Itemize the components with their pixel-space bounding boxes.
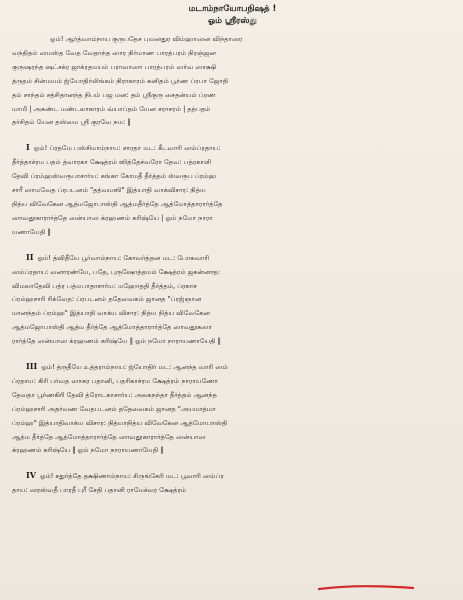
text-line: ஸம்ப்ரதாய: வனாரண்யே, பதே, புருஷோத்தமம் க்ஷேத்ரம் ஜகன்னாத: xyxy=(12,267,221,276)
text-line: ஓம்! ஆர்த்வாம்நாய குருபதேச புவனதுர விம்ஹாஸன விந்தாஸர xyxy=(50,35,243,43)
section-2 xyxy=(12,251,453,349)
text-line: தாய: ஸரஸ்வதீ பாரதீ புரீ சேதி பதானி ராமேச்வர க்ஷேத்ரம் xyxy=(12,486,187,495)
text-line: நித்ய விவேகேன ஆத்மஜோபாஸ்தி ஆத்மதீர்த்தே ஆத்மோத்தாரார்த்தே xyxy=(12,199,223,208)
section-numeral: IV xyxy=(26,470,36,481)
section-4 xyxy=(12,469,453,498)
text-line: மாமி | அகண்ட மண்டலாகாரம் வ்யாப்தம் யேன சராசரம் | தத்பதம் xyxy=(12,104,211,113)
section-numeral: II xyxy=(26,251,34,262)
text-line: தர்சிதம் யேன தஸ்மை ஸ்ரீ குரவே நம: ‖ xyxy=(12,118,131,127)
text-line: III ஓம்! த்ருதீயே உத்தராம்நாய: ஜ்யோதிர் மட: ஆனந்த வாரி ஸம் xyxy=(26,361,228,372)
intro-paragraph xyxy=(12,33,453,130)
text-line: தேவதா பூர்ணகிரி தேவி த்ரோடகாசார்ய: அலகநந்தா தீர்த்தம் ஆனந்த xyxy=(12,390,217,399)
section-3 xyxy=(12,360,453,458)
text-line: ப்ரம்ஹசாரி ரிக்வேத: ப்ரபடனம் ததேவைகம் ஜானத "ப்ரஜ்ஞான xyxy=(12,295,202,304)
text-line: ஆத்மஜோபாஸ்தி ஆத்ம தீர்த்தே ஆத்மோத்தாரார்த்தே ஸாவதூகஸா xyxy=(12,323,212,332)
text-line: க்ரஹணம் கரிஷ்யே ‖ ஓம் நமோ நாராயணாயேதி ‖ xyxy=(12,446,164,455)
text-line: IV ஓம்! சதுர்த்தே தக்ஷிணாம்நாய: சிருங்கேரி மட: பூவாரி ஸம்ப்ர xyxy=(26,470,224,481)
text-line: I ஓம்! ப்ரதமே பஸ்சிமாம்நாய: சாரதா மட: கீடவாரி ஸம்ப்ரதாய: xyxy=(26,142,221,153)
text-line: ஸாவதூகாரார்த்தே ஸன்யாஸ க்ரஹணம் கரிஷ்யே | ஓம் நமோ நாரா xyxy=(12,213,213,222)
text-line: யணாயேதி ‖ xyxy=(12,227,51,236)
text-line: தம் சாந்தம் சத்சிதானந்த நிபம் பஜ மன: தம் ஸ்ரீகுரு சைதன்யம் ப்ரண xyxy=(12,90,216,99)
text-line: ப்ரதாய: கிரி பர்வத ஸாகர பதானி, பதரிகாச்ரம க்ஷேத்ரம் நாராயணோ xyxy=(12,376,219,385)
section-numeral: III xyxy=(26,361,38,372)
section-1 xyxy=(12,141,453,239)
text-line: சாரீ ஸாமவேத ப்ரபடனம் "தத்வமஸி" இத்யாதி வாக்விசார: நித்ய xyxy=(12,186,206,195)
section-numeral: I xyxy=(26,142,30,153)
invocation-heading: ஓம் ஸ்ரீரஸ்து xyxy=(208,16,257,26)
text-line: ப்ரம்ஹசாரி அதர்வண வேதபடனம் ததேவைகம் ஜானத "அயமாத்மா xyxy=(12,404,216,413)
red-underline-mark xyxy=(317,583,415,593)
text-line: ரார்த்தே ஸன்யாஸ க்ரஹணம் கரிஷ்யே ‖ ஓம் நமோ நாராயணாயேதி ‖ xyxy=(12,337,221,346)
text-line: மானந்தம் ப்ரம்ஹ" இத்யாதி வாக்ய விசார: நித்ய நித்ய விவேகேன xyxy=(12,309,211,318)
text-line: II ஓம்! த்விதீயே பூர்வாம்நாய: கோவர்த்தன மட: போகவாரி xyxy=(26,251,210,262)
text-line: ப்ரம்ஹ" இத்யாதிவாக்ய விசார: நித்யாநித்ய விவேகேன ஆத்மோபாஸ்தி xyxy=(12,418,228,427)
document-title: மடாம்நாயோபநிஷத் ! xyxy=(188,4,277,14)
text-line: த்ருதம் சின்மயம் ஜ்யோதிர்லிங்கம் நிராகாரம் கனிதம் பூர்ண ப்ரபா ஜோதி xyxy=(12,76,229,85)
text-line: குருஷரந்த ஷட்சக்ர ஜாக்ரதமயம் பராவாஸா பாரத்பரம் ஸர்வ ஸாக்ஷி xyxy=(12,62,217,71)
text-line: வந்திதம் ஸமஸ்த வேத வேதாந்த ஸார நிர்மாண பாரத்பரம் நிரஞ்ஜன xyxy=(12,48,217,57)
text-line: ஆத்ம தீர்த்தே ஆத்மோத்தாரார்த்தே ஸாவதூகாரார்த்தே ஸன்யாஸ xyxy=(12,432,206,441)
text-line: தேவி ப்ரம்ஹஸ்வரூபாசார்ய: கங்கா கோமதீ தீர்த்தம் ஸ்வரூப ப்ரம்ஹ xyxy=(12,172,217,181)
text-line: தீர்த்தாச்ரம பதம் த்வாரகா க்ஷேத்ரம் ஸித்தேச்வரோ தேவ: பத்ரகாளி xyxy=(12,158,212,167)
text-line: விமலாதேவி பத்ர பத்மபாதாசார்ய: மஹோததி தீர்த்தம், ப்ரகாச xyxy=(12,281,197,290)
